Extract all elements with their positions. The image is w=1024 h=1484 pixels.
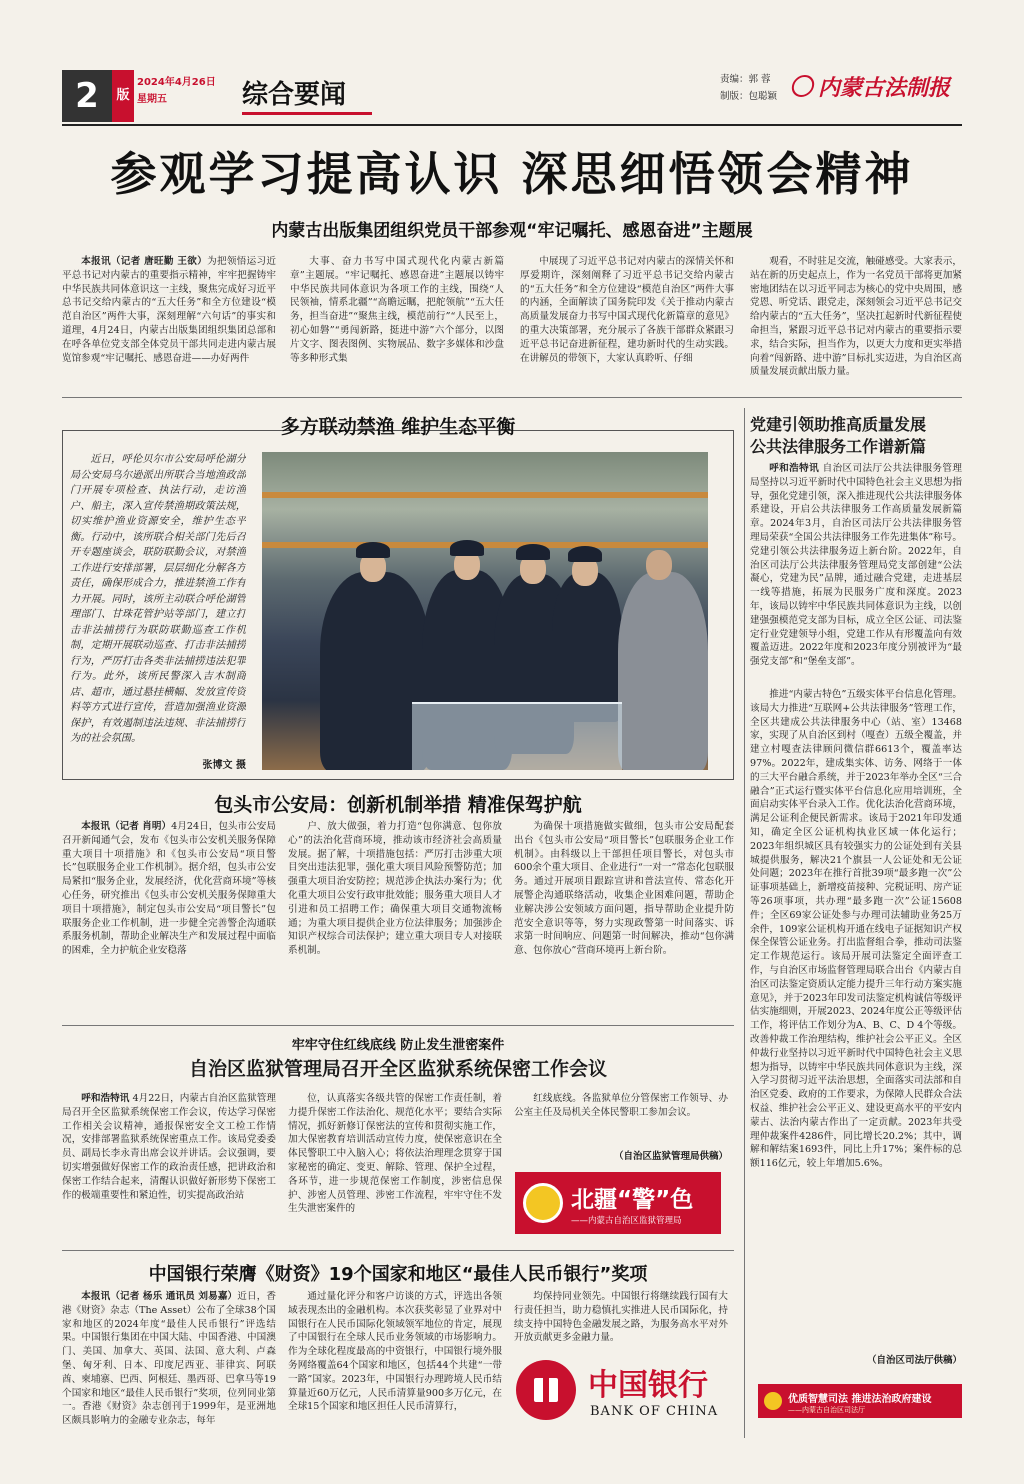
baotou-bottom-rule (62, 1025, 734, 1026)
baotou-col3-text: 为确保十项措施做实做细，包头市公安局配套出台《包头市公安局“项目警长”包联服务企业工作机制》。由科级以上干部担任项目警长，对包头市600余个重大项目、企业进行“一对一”常态化包联服务。通过开展项目跟踪宣讲和普法宣传、常态化开展警企沟通联络活动，收集企业困难问题，帮助企业解决涉公安领域方面问题，指导帮助企业提升防范安全意识等等，努力实现政警第一时间落实、诉求第一时间响应、问题第一时间解决，推动“包你满意、包你放心”营商环境再上新台阶。 (514, 821, 734, 957)
prison-kicker: 牢牢守住红线底线 防止发生泄密案件 (291, 1038, 505, 1053)
baotou-column-2 (288, 820, 502, 1018)
boc-col1-text: 近日，香港《财资》杂志（The Asset）公布了全球38个国家和地区的2024年度“最佳人民币银行”评选结果。中国银行集团在中国大陆、中国香港、中国澳门、美国、加拿大、英国、法国、意大利、卢森堡、匈牙利、日本、印度尼西亚、菲律宾、阿联酋、柬埔寨、巴西、阿根廷、墨西哥、巴拿马等19个国家和地区“最佳人民币银行”奖项，位列同业第一。香港《财资》杂志创刊于1999年，是亚洲地区颇具影响力的金融专业杂志，每年 (62, 1291, 276, 1427)
prison-col1-text: 4月22日，内蒙古自治区监狱管理局召开全区监狱系统保密工作会议，传达学习保密工作相关会议精神，通报保密安全文工检工作情况，安排部署监狱系统保密重点工作。该局党委委员、副局长李永青出席会议并讲话。会议强调，要切实增强做好保密工作的政治责任感，把讲政治和保密工作结合起来，清醒认识做好新形势下保密工作的极端重要性和紧迫性，切实提高政治站 (62, 1093, 276, 1201)
lead-column-2 (290, 255, 504, 387)
producer-name: 制版：包聪颖 (720, 91, 778, 102)
header-divider (62, 124, 962, 126)
glass-counter (412, 702, 622, 770)
baotou-column-3 (514, 820, 734, 1018)
prison-headline: 自治区监狱管理局召开全区监狱系统保密工作会议 (188, 1058, 607, 1080)
footer-slogan: 优质智慧司法 推进法治政府建设 (788, 1394, 932, 1405)
lead-subheadline: 内蒙古出版集团组织党员干部参观“牢记嘱托、感恩奋进”主题展 (271, 221, 753, 241)
prison-col3-text: 红线底线。各监狱单位分管保密工作领导、办公室主任及局机关全体民警职工参加会议。 (514, 1093, 728, 1118)
police-inspection-photo (262, 452, 708, 770)
boc-name-en: BANK OF CHINA (590, 1404, 719, 1419)
legal-byline: 呼和浩特讯 (769, 463, 820, 474)
justice-emblem-icon (764, 1392, 782, 1410)
baotou-byline: 本报讯（记者 肖明） (81, 821, 172, 832)
editor-credits (720, 71, 777, 105)
baotou-col1-text: 4月24日，包头市公安局召开新闻通气会，发布《包头市公安机关服务保障重大项目十项措施》和《包头市公安局“项目警长”包联服务企业工作机制》。据介绍，包头市公安局紧扣“服务企业，发展经济，优化营商环境”等核心任务，研究推出《包头市公安机关服务保障重大项目十项措施》，制定包头市公安局“项目警长”包联服务企业工作机制，进一步健全完善警企沟通联系服务机制，帮助企业解决生产和发展过程中面临的困难，全力护航企业安稳落 (62, 821, 276, 957)
prison-col2-text: 位，认真落实各级共管的保密工作责任制，着力提升保密工作法治化、规范化水平；要结合实际情况，抓好新修订保密法的宣传和贯彻实施工作，加大保密教育培训活动宣传力度，使保密意识在全体民警职工中入脑入心；将依法治理理念贯穿于国家秘密的确定、变更、解除、管理、保护全过程，各环节，进一步规范保密工作制度，涉密信息保护、涉密人员管理、涉密工作流程，牢牢守住不发生失泄密案件的 (288, 1093, 502, 1215)
boc-column-2 (288, 1290, 502, 1438)
boc-byline: 本报讯（记者 杨乐 通讯员 刘易嘉） (81, 1291, 238, 1302)
legal-text2: 推进“内蒙古特色”五级实体平台信息化管理。该局大力推进“互联网+公共法律服务”管理工作，全区共建成公共法律服务中心（站、室）13468家，实现了从自治区到村（嘎查）五级全覆盖，并建立村嘎查法律顾问微信群6613个，覆盖率达97%。2022年，建成集实体、访务、网络于一体的三大平台融合系统，并于2023年举办全区“三合融合”正式运行暨实体平台信息化应用培训班，全面启动实体平台录入工作。优化法治化营商环境，满足公证利企便民新需求。该局于2021年印发通知，确定全区公证机构执业区域一体化运行；2023年组织城区具有较强实力的公证处到有关县城提供服务，解决21个旗县一人公证处和无公证处问题；2023年在推行首批39项“最多跑一次”公证事项基础上，新增疫苗接种、完税证明、房产证等26项事项，共办理“最多跑一次”公证15608件；全区69家公证处参与办理司法辅助业务25万余件，109家公证机构开通在线电子证据知识产权保全保管公证业务。打出监督组合拳，推动司法鉴定工作规范运行。该局开展司法鉴定全面评查工作，与自治区市场监督管理局联合出台《内蒙古自治区司法鉴定资质认定能力提升三年行动方案实施意见》，并于2023年印发司法鉴定机构诚信等级评估实施细则，开展2023、2024年度公正等级评估工作，将评估工作划分为A、B、C、D 4个等级。改善仲裁工作治理结构，维护社会公平正义。全区仲裁行业坚持以习近平新时代中国特色社会主义思想为指导，以铸牢中华民族共同体意识为主线，深入学习贯彻习近平法治思想，全面落实司法部和自治区党委、政府的工作要求，为保障人民群众合法权益、维护社会公平正义、建设更高水平的平安内蒙古、法治内蒙古作出了一定贡献。2023年共受理仲裁案件4286件，同比增长20.2%；其中，调解和解结案1693件，同比上升17%；案件标的总额116亿元，较上年增加5.6%。 (750, 689, 962, 1170)
right-column-divider (744, 408, 745, 1438)
newspaper-logo (792, 68, 962, 104)
lead-col3-text: 中展现了习近平总书记对内蒙古的深情关怀和厚爱期许，深刻阐释了习近平总书记交给内蒙古的“五大任务”和全方位建设“模范自治区”两件大事的内涵，全面解读了国务院印发《关于推动内蒙古高质量发展奋力书写中国式现代化新篇章的意见》的重大决策部署，充分展示了各族干部群众紧跟习近平总书记奋进新征程，建功新时代的生动实践。在讲解员的带领下，大家认真聆听、仔细 (520, 256, 734, 364)
prison-source: （自治区监狱管理局供稿） (613, 1151, 728, 1162)
baotou-column-1 (62, 820, 276, 1018)
officer-figure (552, 572, 622, 722)
police-emblem-icon (523, 1183, 563, 1223)
lead-col4-text: 观看，不时驻足交流，触碰感受。大家表示，站在新的历史起点上，作为一名党员干部将更加紧密地团结在以习近平同志为核心的党中央周围，感党恩、听党话、跟党走，深刻领会习近平总书记交给内蒙古的“五大任务”，坚决扛起新时代新征程使命担当，紧跟习近平总书记对内蒙古的重要指示要求，结合实际，担当作为，以更大力度和更实举措向着“闯新路、进中游”目标扎实迈进，为自治区高质量发展贡献出版力量。 (750, 256, 962, 378)
legal-source: （自治区司法厅供稿） (866, 1355, 962, 1366)
officer-cap (516, 544, 550, 560)
boc-headline: 中国银行荣膺《财资》19个国家和地区“最佳人民币银行”奖项 (148, 1264, 648, 1285)
officer-cap (568, 546, 602, 562)
prison-column-1 (62, 1092, 276, 1244)
fishing-photo-credit: 张博文 摄 (202, 760, 246, 771)
issue-date-box (137, 74, 216, 108)
lead-column-3 (520, 255, 734, 387)
shelf-decoration (262, 542, 708, 548)
prison-banner (515, 1172, 721, 1234)
boc-col3-text: 均保持同业领先。中国银行将继续践行国有大行责任担当，助力稳慎扎实推进人民币国际化，持续支持中国特色金融发展之路，为服务高水平对外开放贡献更多金融力量。 (514, 1291, 728, 1344)
section-title: 综合要闻 (242, 80, 347, 110)
officer-cap (356, 542, 390, 558)
lead-column-1 (62, 255, 276, 387)
fishing-body: 近日，呼伦贝尔市公安局呼伦湖分局公安局乌尔逊派出所联合当地渔政部门开展专项检查、执法行动，走访渔户、船主，深入宣传禁渔期政策法规，切实维护渔业资源安全，维护生态平衡。行动中，该所联合相关部门先后召开专题座谈会，联防联勤会议，对禁渔工作进行安排部署，层层细化分解各方责任，确保形成合力，推进禁渔工作有力开展。同时，该所主动联合呼伦湖管理部门、甘珠花管护站等部门，建立打击非法捕捞行为联防联勤巡查工作机制，定期开展联动巡查、打击非法捕捞行为，严厉打击各类非法捕捞违法犯罪行为。此外，该所民警深入吉木制商店、超市，通过悬挂横幅、发放宣传资料等方式进行宣传，营造加强渔业资源保护，有效遏制违法违规、非法捕捞行为的社会氛围。 (70, 454, 246, 744)
legal-headline (750, 414, 962, 458)
lead-headline: 参观学习提高认识 深思细悟领会精神 (110, 147, 914, 201)
boc-col2-text: 通过量化评分和客户访谈的方式，评选出各领域表现杰出的金融机构。本次获奖彰显了业界对中国银行在人民币国际化领域领军地位的肯定，展现了中国银行在全球人民币业务领域的市场影响力。作为全球化程度最高的中资银行，中国银行境外服务网络覆盖64个国家和地区，包括44个共建“一带一路”国家。2023年，中国银行办理跨境人民币结算量近60万亿元，人民币清算量900多万亿元，在全球15个国家和地区担任人民币清算行， (288, 1291, 502, 1413)
legal-text1: 自治区司法厅公共法律服务管理局坚持以习近平新时代中国特色社会主义思想为指导，强化党建引领，深入推进现代公共法律服务体系建设，开启公共法律服务工作高质量发展新篇章。2024年3月，自治区司法厅公共法律服务管理局荣获“全国公共法律服务工作先进集体”称号。党建引领公共法律服务迈上新台阶。2022年，自治区司法厅公共法律服务管理局党支部创建“公法凝心，党建为民”品牌，通过融合党建，走进基层一线等措施，拓展为民服务广度和深度。2023年，该局以铸牢中华民族共同体意识为主线，以创建强强模范党支部为目标，成立全区公证、司法鉴定行业党建领导小组，党建工作从有形覆盖向有效覆盖迈进。2022年度和2023年度分别被评为“最强党支部”和“堡垒支部”。 (750, 463, 962, 668)
logo-emblem-icon (790, 75, 816, 97)
shopkeeper-head (646, 550, 672, 580)
issue-date: 2024年4月26日 (137, 77, 216, 88)
banner-subtitle: ——内蒙古自治区监狱管理局 (571, 1215, 682, 1226)
issue-weekday: 星期五 (137, 94, 167, 105)
editor-name: 责编：郭 蓉 (720, 74, 771, 85)
baotou-col2-text: 户、放大做强，着力打造“包你满意、包你放心”的法治化营商环境，推动该市经济社会高质量发展。据了解，十项措施包括：严厉打击涉重大项目突出违法犯罪，强化重大项目风险预警防范；加强重大项目治安防控；规范涉企执法办案行为；优化重大项目公安行政审批效能；服务重大项目人才引进和员工招聘工作；确保重大项目交通物流畅通；为重大项目提供企业方位法律服务；加强涉企知识产权综合司法保护；建立重大项目专人对接联系机制。 (288, 821, 502, 957)
boc-column-3 (514, 1290, 728, 1352)
boc-emblem-icon (516, 1360, 576, 1420)
bank-of-china-logo (516, 1356, 726, 1428)
boc-name-cn: 中国银行 (588, 1368, 708, 1403)
section-underline (242, 112, 372, 115)
page-number: 2 (62, 70, 112, 122)
prison-bottom-rule (62, 1250, 734, 1251)
shopkeeper-figure (618, 572, 708, 770)
fishing-text (70, 452, 246, 752)
prison-column-3 (514, 1092, 728, 1148)
lead-byline: 本报讯（记者 唐旺勤 王欲） (81, 256, 208, 267)
banner-title: 北疆“警”色 (571, 1186, 694, 1213)
footer-org: ——内蒙古自治区司法厅 (788, 1406, 865, 1414)
prison-column-2 (288, 1092, 502, 1244)
prison-byline: 呼和浩特讯 (81, 1093, 130, 1104)
baotou-headline: 包头市公安局：创新机制举措 精准保驾护航 (214, 794, 582, 816)
lead-column-4 (750, 255, 962, 387)
legal-headline-line2: 公共法律服务工作谱新篇 (750, 437, 927, 456)
legal-footer-banner (758, 1384, 962, 1418)
fishing-headline: 多方联动禁渔 维护生态平衡 (280, 416, 516, 438)
logo-text: 内蒙古法制报 (818, 74, 951, 101)
lead-col1-text: 为把领悟运习近平总书记对内蒙古的重要指示精神，牢牢把握铸牢中华民族共同体意识这一主线，聚焦完成好习近平总书记交给内蒙古的“五大任务”和全方位建设“模范自治区”两件大事，深刻理解“六句话”的事实和道理，4月24日，内蒙古出版集团组织集团总部和在呼各单位党支部全体党员干部共同走进内蒙古展览馆参观“牢记嘱托、感恩奋进——办好两件 (62, 256, 276, 364)
version-label: 版 (112, 70, 134, 122)
legal-headline-line1: 党建引领助推高质量发展 (750, 415, 927, 434)
boc-column-1 (62, 1290, 276, 1438)
shelf-decoration (262, 492, 708, 498)
legal-text-part1 (750, 462, 962, 686)
legal-text-part2 (750, 688, 962, 1348)
lead-bottom-rule (62, 397, 962, 398)
lead-col2-text: 大事、奋力书写中国式现代化内蒙古新篇章”主题展。“牢记嘱托、感恩奋进”主题展以铸牢中华民族共同体意识为各项工作的主线，围绕“人民领袖，情系北疆”“高瞻远瞩，把舵领航”“五大任务，担当奋进”“聚焦主线，模范前行”“人民至上，初心如磐”“勇闯新路，挺进中游”六个部分，以图片文字、图表图例、实物展品、数字多媒体和沙盘等多种形式集 (290, 256, 504, 364)
officer-cap (450, 540, 484, 556)
